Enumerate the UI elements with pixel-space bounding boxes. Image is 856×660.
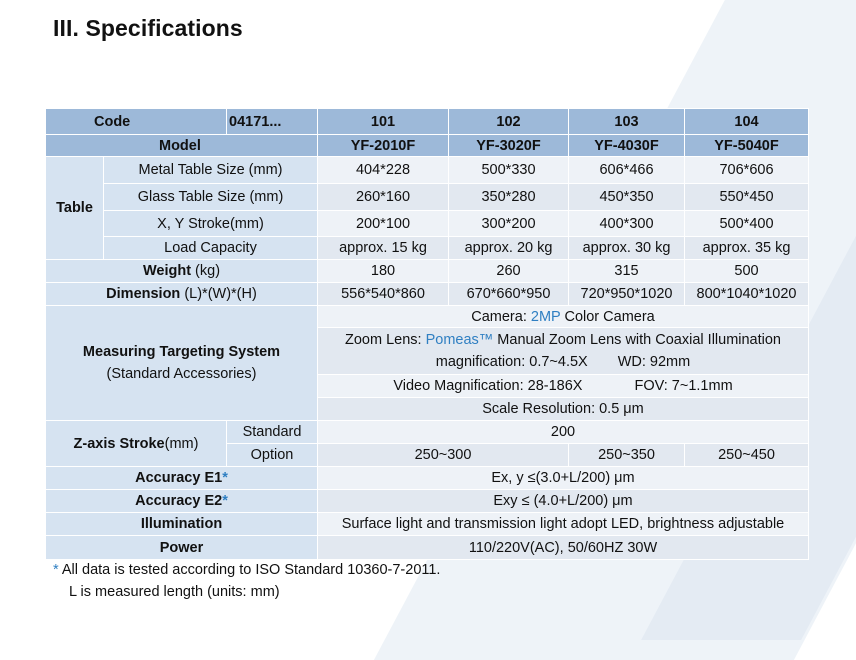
table-row bbox=[46, 490, 809, 513]
code-cell: 104 bbox=[685, 109, 809, 135]
zoom-highlight: Pomeas™ bbox=[425, 332, 494, 348]
model-cell: YF-5040F bbox=[685, 135, 809, 157]
asterisk-icon: * bbox=[222, 493, 228, 509]
data-cell: 720*950*1020 bbox=[569, 283, 685, 306]
zoom-suffix: Manual Zoom Lens with Coaxial Illumination bbox=[493, 332, 782, 348]
table-row bbox=[46, 260, 809, 283]
magnification-line bbox=[318, 351, 808, 373]
code-label: Code bbox=[46, 109, 227, 135]
table-row bbox=[46, 536, 809, 560]
z-axis-label-text: Z-axis Stroke bbox=[73, 435, 165, 452]
power-value: 110/220V(AC), 50/60HZ 30W bbox=[318, 536, 809, 560]
header-code-row bbox=[46, 109, 809, 135]
data-cell: 260*160 bbox=[318, 184, 449, 211]
data-cell: 550*450 bbox=[685, 184, 809, 211]
data-cell: 350*280 bbox=[449, 184, 569, 211]
footnote-iso-text: All data is tested according to ISO Standard 10360-7-2011. bbox=[58, 562, 441, 578]
option-value: 250~300 bbox=[318, 444, 569, 467]
row-label: X, Y Stroke(mm) bbox=[104, 211, 318, 237]
accuracy-e1-label bbox=[46, 467, 318, 490]
weight-unit: (kg) bbox=[191, 263, 221, 279]
table-row bbox=[46, 306, 809, 328]
power-label: Power bbox=[46, 536, 318, 560]
weight-label bbox=[46, 260, 318, 283]
option-value: 250~350 bbox=[569, 444, 685, 467]
measuring-title: Measuring Targeting System bbox=[82, 344, 281, 360]
data-cell: approx. 35 kg bbox=[685, 237, 809, 260]
table-row bbox=[46, 211, 809, 237]
table-group-label: Table bbox=[46, 157, 104, 260]
model-cell: YF-3020F bbox=[449, 135, 569, 157]
accuracy-e2-value: Exy ≤ (4.0+L/200) μm bbox=[318, 490, 809, 513]
footnote-length: L is measured length (units: mm) bbox=[69, 584, 280, 600]
dimension-label bbox=[46, 283, 318, 306]
data-cell: 500 bbox=[685, 260, 809, 283]
data-cell: 315 bbox=[569, 260, 685, 283]
accuracy-e2-label bbox=[46, 490, 318, 513]
option-value: 250~450 bbox=[685, 444, 809, 467]
table-row bbox=[46, 184, 809, 211]
z-axis-label bbox=[46, 421, 227, 467]
model-cell: YF-4030F bbox=[569, 135, 685, 157]
zoom-lens-line bbox=[318, 329, 808, 351]
weight-label-text: Weight bbox=[142, 263, 192, 279]
data-cell: 260 bbox=[449, 260, 569, 283]
table-row bbox=[46, 421, 809, 444]
zoom-lens-cell bbox=[318, 328, 809, 375]
data-cell: 706*606 bbox=[685, 157, 809, 184]
data-cell: 400*300 bbox=[569, 211, 685, 237]
zoom-prefix: Zoom Lens: bbox=[344, 332, 426, 348]
camera-highlight: 2MP bbox=[530, 308, 561, 325]
data-cell: 800*1040*1020 bbox=[685, 283, 809, 306]
page-title: III. Specifications bbox=[53, 15, 243, 41]
option-label: Option bbox=[227, 444, 318, 467]
table-row bbox=[46, 237, 809, 260]
measuring-label bbox=[46, 306, 318, 421]
model-label: Model bbox=[46, 135, 318, 157]
accuracy-e1-value: Ex, y ≤(3.0+L/200) μm bbox=[318, 467, 809, 490]
standard-value: 200 bbox=[318, 421, 809, 444]
scale-cell: Scale Resolution: 0.5 μm bbox=[318, 398, 809, 421]
camera-prefix: Camera: bbox=[471, 308, 531, 325]
data-cell: 200*100 bbox=[318, 211, 449, 237]
camera-suffix: Color Camera bbox=[560, 308, 655, 325]
accuracy-e1-text: Accuracy E1 bbox=[135, 470, 223, 486]
wd-text: WD: 92mm bbox=[617, 354, 691, 370]
row-label: Load Capacity bbox=[104, 237, 318, 260]
standard-label: Standard bbox=[227, 421, 318, 444]
header-model-row bbox=[46, 135, 809, 157]
dimension-unit: (L)*(W)*(H) bbox=[180, 286, 257, 302]
video-mag-cell bbox=[318, 375, 809, 398]
row-label: Glass Table Size (mm) bbox=[104, 184, 318, 211]
table-row bbox=[46, 157, 809, 184]
dimension-label-text: Dimension bbox=[106, 286, 181, 302]
model-cell: YF-2010F bbox=[318, 135, 449, 157]
footnote-iso bbox=[53, 562, 440, 578]
data-cell: 180 bbox=[318, 260, 449, 283]
fov-text: FOV: 7~1.1mm bbox=[634, 378, 733, 394]
data-cell: 450*350 bbox=[569, 184, 685, 211]
data-cell: 500*330 bbox=[449, 157, 569, 184]
data-cell: 404*228 bbox=[318, 157, 449, 184]
data-cell: approx. 15 kg bbox=[318, 237, 449, 260]
asterisk-icon: * bbox=[53, 562, 59, 578]
code-cell: 103 bbox=[569, 109, 685, 135]
table-row bbox=[46, 467, 809, 490]
accuracy-e2-text: Accuracy E2 bbox=[135, 493, 223, 509]
measuring-subtitle: (Standard Accessories) bbox=[106, 366, 257, 382]
asterisk-icon: * bbox=[222, 470, 228, 486]
specifications-table bbox=[45, 108, 809, 560]
illumination-value: Surface light and transmission light adopt LED, brightness adjustable bbox=[318, 513, 809, 536]
data-cell: approx. 30 kg bbox=[569, 237, 685, 260]
camera-cell bbox=[318, 306, 809, 328]
code-cell: 102 bbox=[449, 109, 569, 135]
code-cell: 101 bbox=[318, 109, 449, 135]
code-prefix: 04171... bbox=[227, 109, 318, 135]
data-cell: 606*466 bbox=[569, 157, 685, 184]
data-cell: 500*400 bbox=[685, 211, 809, 237]
data-cell: 670*660*950 bbox=[449, 283, 569, 306]
illumination-label: Illumination bbox=[46, 513, 318, 536]
table-row bbox=[46, 283, 809, 306]
data-cell: 300*200 bbox=[449, 211, 569, 237]
video-mag-text: Video Magnification: 28-186X bbox=[393, 378, 583, 394]
row-label: Metal Table Size (mm) bbox=[104, 157, 318, 184]
magnification-text: magnification: 0.7~4.5X bbox=[435, 354, 588, 370]
z-axis-unit: (mm) bbox=[164, 435, 199, 452]
table-row bbox=[46, 513, 809, 536]
data-cell: 556*540*860 bbox=[318, 283, 449, 306]
data-cell: approx. 20 kg bbox=[449, 237, 569, 260]
